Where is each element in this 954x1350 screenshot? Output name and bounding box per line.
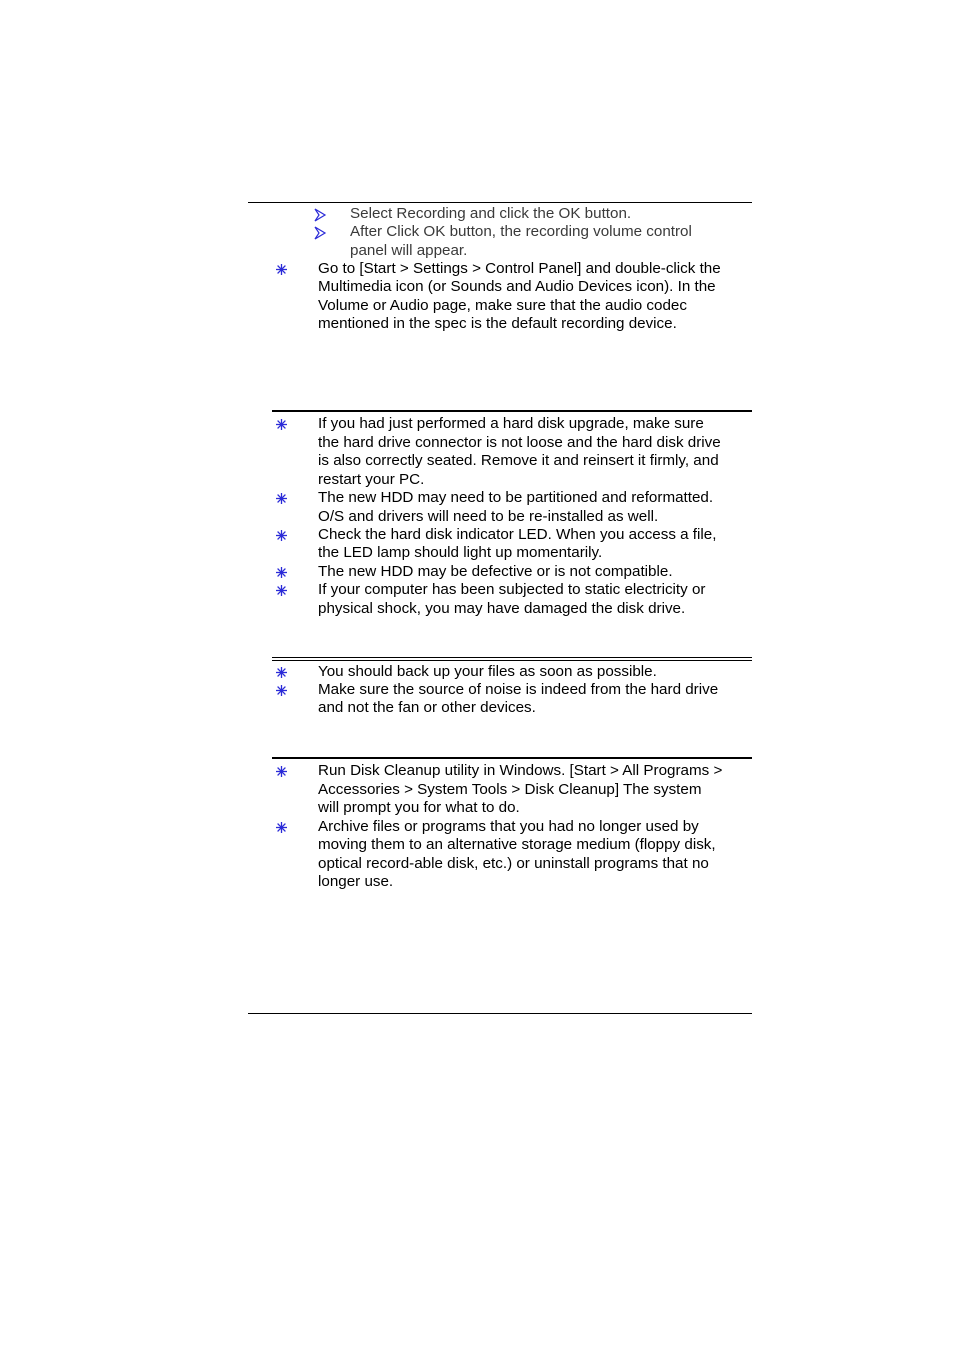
section-rule-hdd	[272, 410, 752, 412]
bullet-text: and not the fan or other devices.	[318, 699, 536, 716]
section-rule-noise-top	[272, 657, 752, 658]
bullet-text: If your computer has been subjected to static electricity or	[318, 581, 706, 598]
bullet-text: moving them to an alternative storage medium (floppy disk,	[318, 836, 716, 853]
bullet-text: mentioned in the spec is the default recording device.	[318, 315, 677, 332]
bullet-text: Archive files or programs that you had no longer used by	[318, 818, 699, 835]
bullet-text: Volume or Audio page, make sure that the audio codec	[318, 297, 687, 314]
asterisk-bullet-icon	[275, 821, 288, 834]
bullet-text: Run Disk Cleanup utility in Windows. [Start > All Programs >	[318, 762, 723, 779]
bullet-text: The new HDD may be defective or is not compatible.	[318, 563, 673, 580]
asterisk-bullet-icon	[275, 684, 288, 697]
asterisk-bullet-icon	[275, 666, 288, 679]
bullet-text: Go to [Start > Settings > Control Panel] and double-click the	[318, 260, 721, 277]
asterisk-bullet-icon	[275, 263, 288, 276]
bullet-text: physical shock, you may have damaged the disk drive.	[318, 600, 686, 617]
bullet-text: Check the hard disk indicator LED. When you access a file,	[318, 526, 717, 543]
bullet-text: restart your PC.	[318, 471, 425, 488]
asterisk-bullet-icon	[275, 418, 288, 431]
bullet-text: You should back up your files as soon as possible.	[318, 663, 657, 680]
asterisk-bullet-icon	[275, 566, 288, 579]
bullet-text: is also correctly seated. Remove it and reinsert it firmly, and	[318, 452, 719, 469]
asterisk-bullet-icon	[275, 492, 288, 505]
arrow-bullet-icon	[313, 226, 327, 240]
bullet-text: the LED lamp should light up momentarily.	[318, 544, 603, 561]
section-rule-noise-bottom	[272, 660, 752, 661]
asterisk-bullet-icon	[275, 765, 288, 778]
sub-bullet-text: After Click OK button, the recording volume control	[350, 223, 692, 240]
bullet-text: will prompt you for what to do.	[318, 799, 520, 816]
bullet-text: longer use.	[318, 873, 394, 890]
sub-bullet-text: panel will appear.	[350, 242, 468, 259]
bullet-text: O/S and drivers will need to be re-installed as well.	[318, 508, 659, 525]
bullet-text: If you had just performed a hard disk upgrade, make sure	[318, 415, 704, 432]
section-rule-space	[272, 757, 752, 759]
bullet-text: Accessories > System Tools > Disk Cleanup] The system	[318, 781, 702, 798]
top-rule	[248, 202, 752, 203]
bottom-rule	[248, 1013, 752, 1014]
asterisk-bullet-icon	[275, 529, 288, 542]
asterisk-bullet-icon	[275, 584, 288, 597]
sub-bullet-text: Select Recording and click the OK button.	[350, 205, 632, 222]
arrow-bullet-icon	[313, 208, 327, 222]
bullet-text: optical record-able disk, etc.) or uninstall programs that no	[318, 855, 709, 872]
bullet-text: Multimedia icon (or Sounds and Audio Devices icon). In the	[318, 278, 716, 295]
bullet-text: the hard drive connector is not loose and the hard disk drive	[318, 434, 721, 451]
bullet-text: The new HDD may need to be partitioned and reformatted.	[318, 489, 714, 506]
bullet-text: Make sure the source of noise is indeed from the hard drive	[318, 681, 719, 698]
